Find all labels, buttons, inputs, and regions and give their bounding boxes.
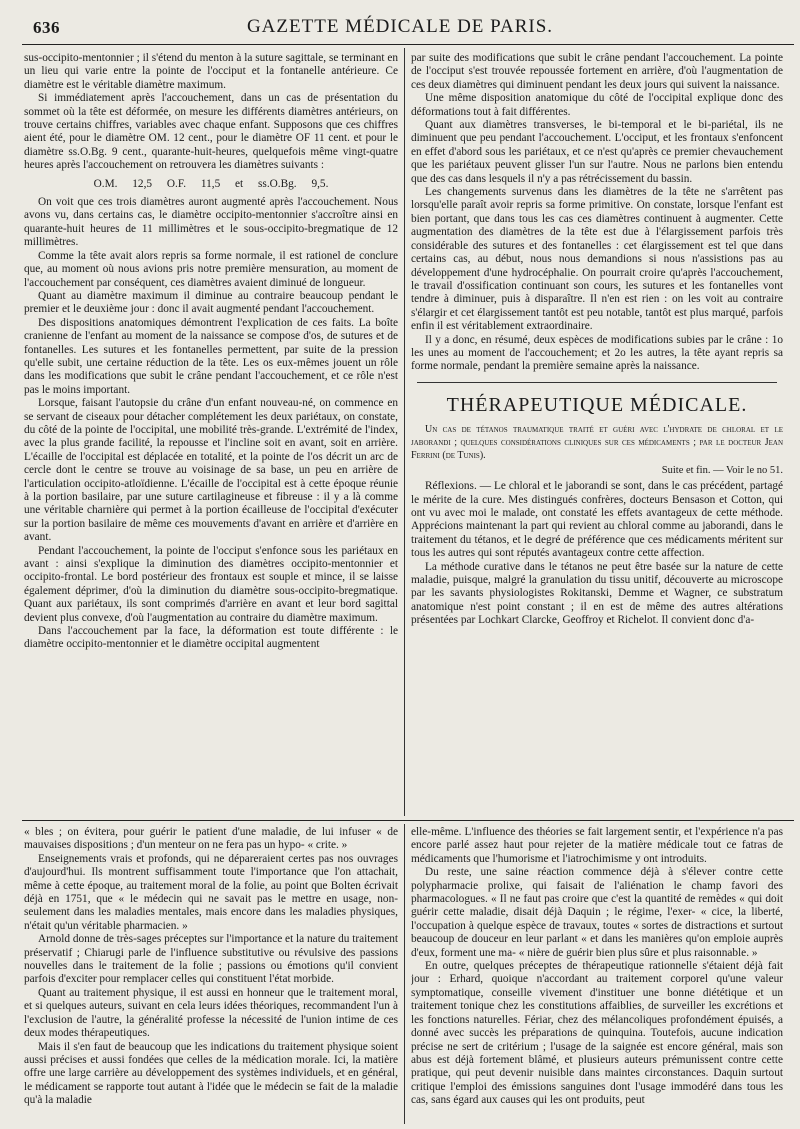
paragraph: On voit que ces trois diamètres auront augmenté après l'accouchement. Nous avons vu, dans certains cas, le diamètre occipito-mentonnier s'accroître ainsi en quarante-huit heures de 11 millimètres et le sous-occipito-bregmatique de 12 millimètres. [24,196,398,249]
section-title: THÉRAPEUTIQUE MÉDICALE. [446,393,748,416]
paragraph: « bles ; on évitera, pour guérir le patient d'une maladie, de lui infuser « de mauvaises dispositions ; d'un menteur on ne fera pas un hypo- « crite. » [24,826,398,852]
paragraph: Dans l'accouchement par la face, la déformation est toute différente : le diamètre occipito-mentonnier et le diamètre occipital augmentent [24,625,398,651]
paragraph: Enseignements vrais et profonds, qui ne dépareraient certes pas nos ouvrages d'aujourd'hui. Ils montrent suffisamment toute l'importance que l'on attachait, même à cette époque, au traitement moral de la folie, au point que Bolten écrivait déjà en 1751, que « le médecin qui ne savait pas le mettre en usage, non-seulement dans les maladies mentales, mais encore dans les maladies physiques, n'était qu'un véritable pharmacien. » [24,852,398,932]
paragraph: Une même disposition anatomique du côté de l'occipital explique donc des déformations tout à fait différentes. [411,92,783,118]
page-number: 636 [33,18,60,37]
paragraph: Il y a donc, en résumé, deux espèces de modifications subies par le crâne : 1o les unes au moment de l'accouchement; et 2o les autres, la tête ayant repris sa forme normale, pendant la première semaine après la naissance. [411,333,783,373]
paragraph: En outre, quelques préceptes de thérapeutique rationnelle s'étaient déjà fait jour : Erhard, quoique n'accordant au traitement corporel qu'une valeur symptomatique, conseille vivement d'instituer une bonne diététique et un traitement tonique chez les constitutions affaiblies, de surveiller les excrétions et les fonctions naturelles. Fériar, chez des mélancoliques profondément épuisés, a donné avec succès les préparations de quinquina. Toutefois, aucune indication précise ne sert de critérium ; l'usage de la saignée est encore général, mais son abus est déjà fortement blâmé, et plusieurs auteurs prémunissent contre cette pratique, qui peut devenir nuisible dans maintes circonstances. Daquin surtout critique l'emploi des émissions sanguines dont l'usage immodéré dans tous les cas, sans égard aux causes qui les ont produits, peut [411,960,783,1107]
running-header [0,0,800,44]
column-divider-top [404,48,405,816]
paragraph: Les changements survenus dans les diamètres de la tête ne s'arrêtent pas lorsqu'elle paraît avoir repris sa forme primitive. On constate, lorsque l'enfant est bien portant, que dans tous les cas ces diamètres continuent à augmenter. Cette augmentation des diamètres de la tête est due à l'élargissement parfois très considérable des sutures et des fontanelles : cet élargissement est tel que dans certains cas, au début, nous nous demandions si nous n'assistions pas au développement d'une hydrocéphalie. On pourrait croire qu'après l'accouchement, le travail d'ossification continuant son cours, les sutures et les fontanelles vont tendre à diminuer, puis à disparaître. Il n'en est rien : on les voit au contraire s'élargir et cet élargissement tantôt est peu notable, tantôt est plus marqué, parfois enfin il est véritablement extraordinaire. [411,186,783,333]
top-left-column [24,52,398,814]
journal-title: GAZETTE MÉDICALE DE PARIS. [246,16,554,37]
header-rule [22,44,794,45]
section-rule [417,382,777,383]
bottom-left-column [24,826,398,1124]
paragraph: Réflexions. — Le chloral et le jaborandi se sont, dans le cas précédent, partagé le mérite de la cure. Mes distingués confrères, docteurs Bensason et Cotton, qui ont vu avec moi le malade, ont constaté les effets avantageux de cette méthode. Apprécions maintenant la part qui revient au chloral comme au jaborandi, dans le traitement du tétanos, et le degré de préférence que ces médicaments méritent sur tous les autres qui sont réputés avantageux contre cette affection. [411,480,783,560]
measurement-formula: O.M. 12,5 O.F. 11,5 et ss.O.Bg. 9,5. [93,177,329,190]
column-divider-bottom [404,824,405,1124]
paragraph: Mais il s'en faut de beaucoup que les indications du traitement physique soient aussi précises et aussi fondées que celles de la médication morale. Ici, la matière offre une large carrière au développement des systèmes individuels, et en général, le médicament se rapporte tout autant à l'idée que le médecin se fait de la maladie qu'à la maladie [24,1040,398,1107]
paragraph: Pendant l'accouchement, la pointe de l'occiput s'enfonce sous les pariétaux en avant : ainsi s'explique la diminution des diamètres occipito-mentonnier et occipito-frontal. Le bord postérieur des frontaux est souple et mince, il se laisse également déprimer, d'où la diminution du diamètre sous-occipito-bregmatique. Quant aux pariétaux, ils sont comprimés d'arrière en avant et leur bord sagittal devient plus convexe, d'où l'augmentation au contraire du diamètre maximum. [24,544,398,624]
paragraph: La méthode curative dans le tétanos ne peut être basée sur la nature de cette maladie, puisque, malgré la granulation du tissu unitif, découverte au microscope par les savants physiologistes Rokitanski, Demme et Wagner, ce substratum anatomique n'est point constant ; il en est de même des autres altérations présentées par Lochkart Clarcke, Geoffroy et Richelot. Il convient donc d'a- [411,560,783,627]
continued-notice: Suite et fin. — Voir le no 51. [661,464,783,476]
paragraph: Si immédiatement après l'accouchement, dans un cas de présentation du sommet où la tête est déformée, on mesure les différents diamètres antérieurs, on trouve certains chiffres, variables avec chaque enfant. Supposons que ces chiffres aient été, pour le diamètre OM. 12 cent., pour le diamètre OF 11 cent. et pour le diamètre ss.O.Bg. 9 cent., quarante-huit-heures, quelquefois même vingt-quatre heures après l'accouchement on retrouvera les diamètres suivants : [24,92,398,172]
article-title: Un cas de tétanos traumatique traité et guéri avec l'hydrate de chloral et le jaborandi ; quelques considérations cliniques sur ces médicaments ; par le docteur Jean Ferrini (de Tunis). [411,423,783,461]
paragraph: Comme la tête avait alors repris sa forme normale, il est rationel de conclure que, au moment où nous avions pris notre première mensuration, au moment de l'accouchement par conséquent, ces diamètres avaient diminué de longueur. [24,249,398,289]
paragraph: Quant au diamètre maximum il diminue au contraire beaucoup pendant le premier et le deuxième jour : donc il avait augmenté pendant l'accouchement. [24,289,398,316]
bottom-right-column [411,826,783,1124]
feuilleton-rule [22,820,794,821]
paragraph: Quant au traitement physique, il est aussi en honneur que le traitement moral, et si quelques auteurs, suivant en cela leurs idées théoriques, recommandent l'un à l'exclusion de l'autre, la généralité professe la nécessité de l'union intime de ces deux modes thérapeutiques. [24,986,398,1040]
paragraph: Des dispositions anatomiques démontrent l'explication de ces faits. La boîte cranienne de l'enfant au moment de la naissance se compose d'os, de sutures et de fontanelles. Les sutures et les fontanelles permettent, par suite de la pression qu'elle subit, une certaine réduction de la tête. Les os eux-mêmes jouent un rôle dans les modifications que subit le crâne pendant l'accouchement, et ce rôle n'est pas le moins important. [24,316,398,396]
paragraph: sus-occipito-mentonnier ; il s'étend du menton à la suture sagittale, se terminant en un lieu qui varie entre la pointe de l'occiput et la fontanelle antérieure. Ce diamètre est le véritable diamètre maximum. [24,52,398,91]
paragraph: Quant aux diamètres transverses, le bi-temporal et le bi-pariétal, ils ne diminuent que peu pendant l'accouchement. L'occiput, et les frontaux s'enfoncent en effet d'abord sous les pariétaux, et ce n'est qu'après ce premier chevauchement que les pariétaux peuvent glisser l'un sur l'autre. Nous ne parlons bien entendu que des cas dans lesquels il n'y a pas rétrécissement du bassin. [411,119,783,185]
top-right-column [411,52,783,814]
paragraph: elle-même. L'influence des théories se fait largement sentir, et l'expérience n'a pas encore parlé assez haut pour rejeter de la matière médicale tout ce fatras de médicaments que l'humorisme et l'iatrochimisme y ont introduits. [411,826,783,865]
paragraph: Lorsque, faisant l'autopsie du crâne d'un enfant nouveau-né, on commence en se servant de ciseaux pour détacher complétement les deux pariétaux, on constate, du côté de la pointe de l'occipital, une mobilité très-grande. L'extrémité de l'index, avec la plus grande facilité, la repousse et l'incline soit en avant, soit en arrière. L'écaille de l'occipital est déplacée en totalité, et la pointe de l'os décrit un arc de cercle dont le centre se trouve au voisinage de sa base, un peu en arrière de l'articulation occipito-atloïdienne. L'écaille de l'occipital est à cette époque réunie à la portion basilaire, par une suture cartilagineuse et fibreuse : il y a là comme une véritable charnière qui permet à la portion écailleuse de l'occipital d'exécuter sur la portion basilaire de même ces mouvements d'avant en arrière et d'arrière en avant. [24,397,398,544]
paragraph: par suite des modifications que subit le crâne pendant l'accouchement. La pointe de l'occiput s'est trouvée repoussée fortement en arrière, d'où l'augmentation de ces deux diamètres qui diminuent pendant les deux jours qui suivent la naissance. [411,52,783,91]
paragraph: Du reste, une saine réaction commence déjà à s'élever contre cette polypharmacie prolixe, qui faisait de l'aliénation le champ favori des pharmacologues. « Il ne faut pas croire que c'est la quantité de remèdes « qui doit guérir cette maladie, disait déjà Daquin ; le régime, l'exer- « cice, la liberté, l'occupation à quelque espèce de travaux, toutes « sortes de distractions et surtout beaucoup de douceur en leur parlant « et dans les manières qu'on emploie auprès d'eux, forment une ma- « nière de guérir bien plus sûre et plus raisonnable. » [411,866,783,959]
paragraph: Arnold donne de très-sages préceptes sur l'importance et la nature du traitement préservatif ; Chiarugi parle de l'influence substitutive ou révulsive des passions nouvelles dans le traitement de la folie ; passions ou émotions qu'il convient parfois d'exciter pour remplacer celles qui constituent l'état morbide. [24,933,398,986]
